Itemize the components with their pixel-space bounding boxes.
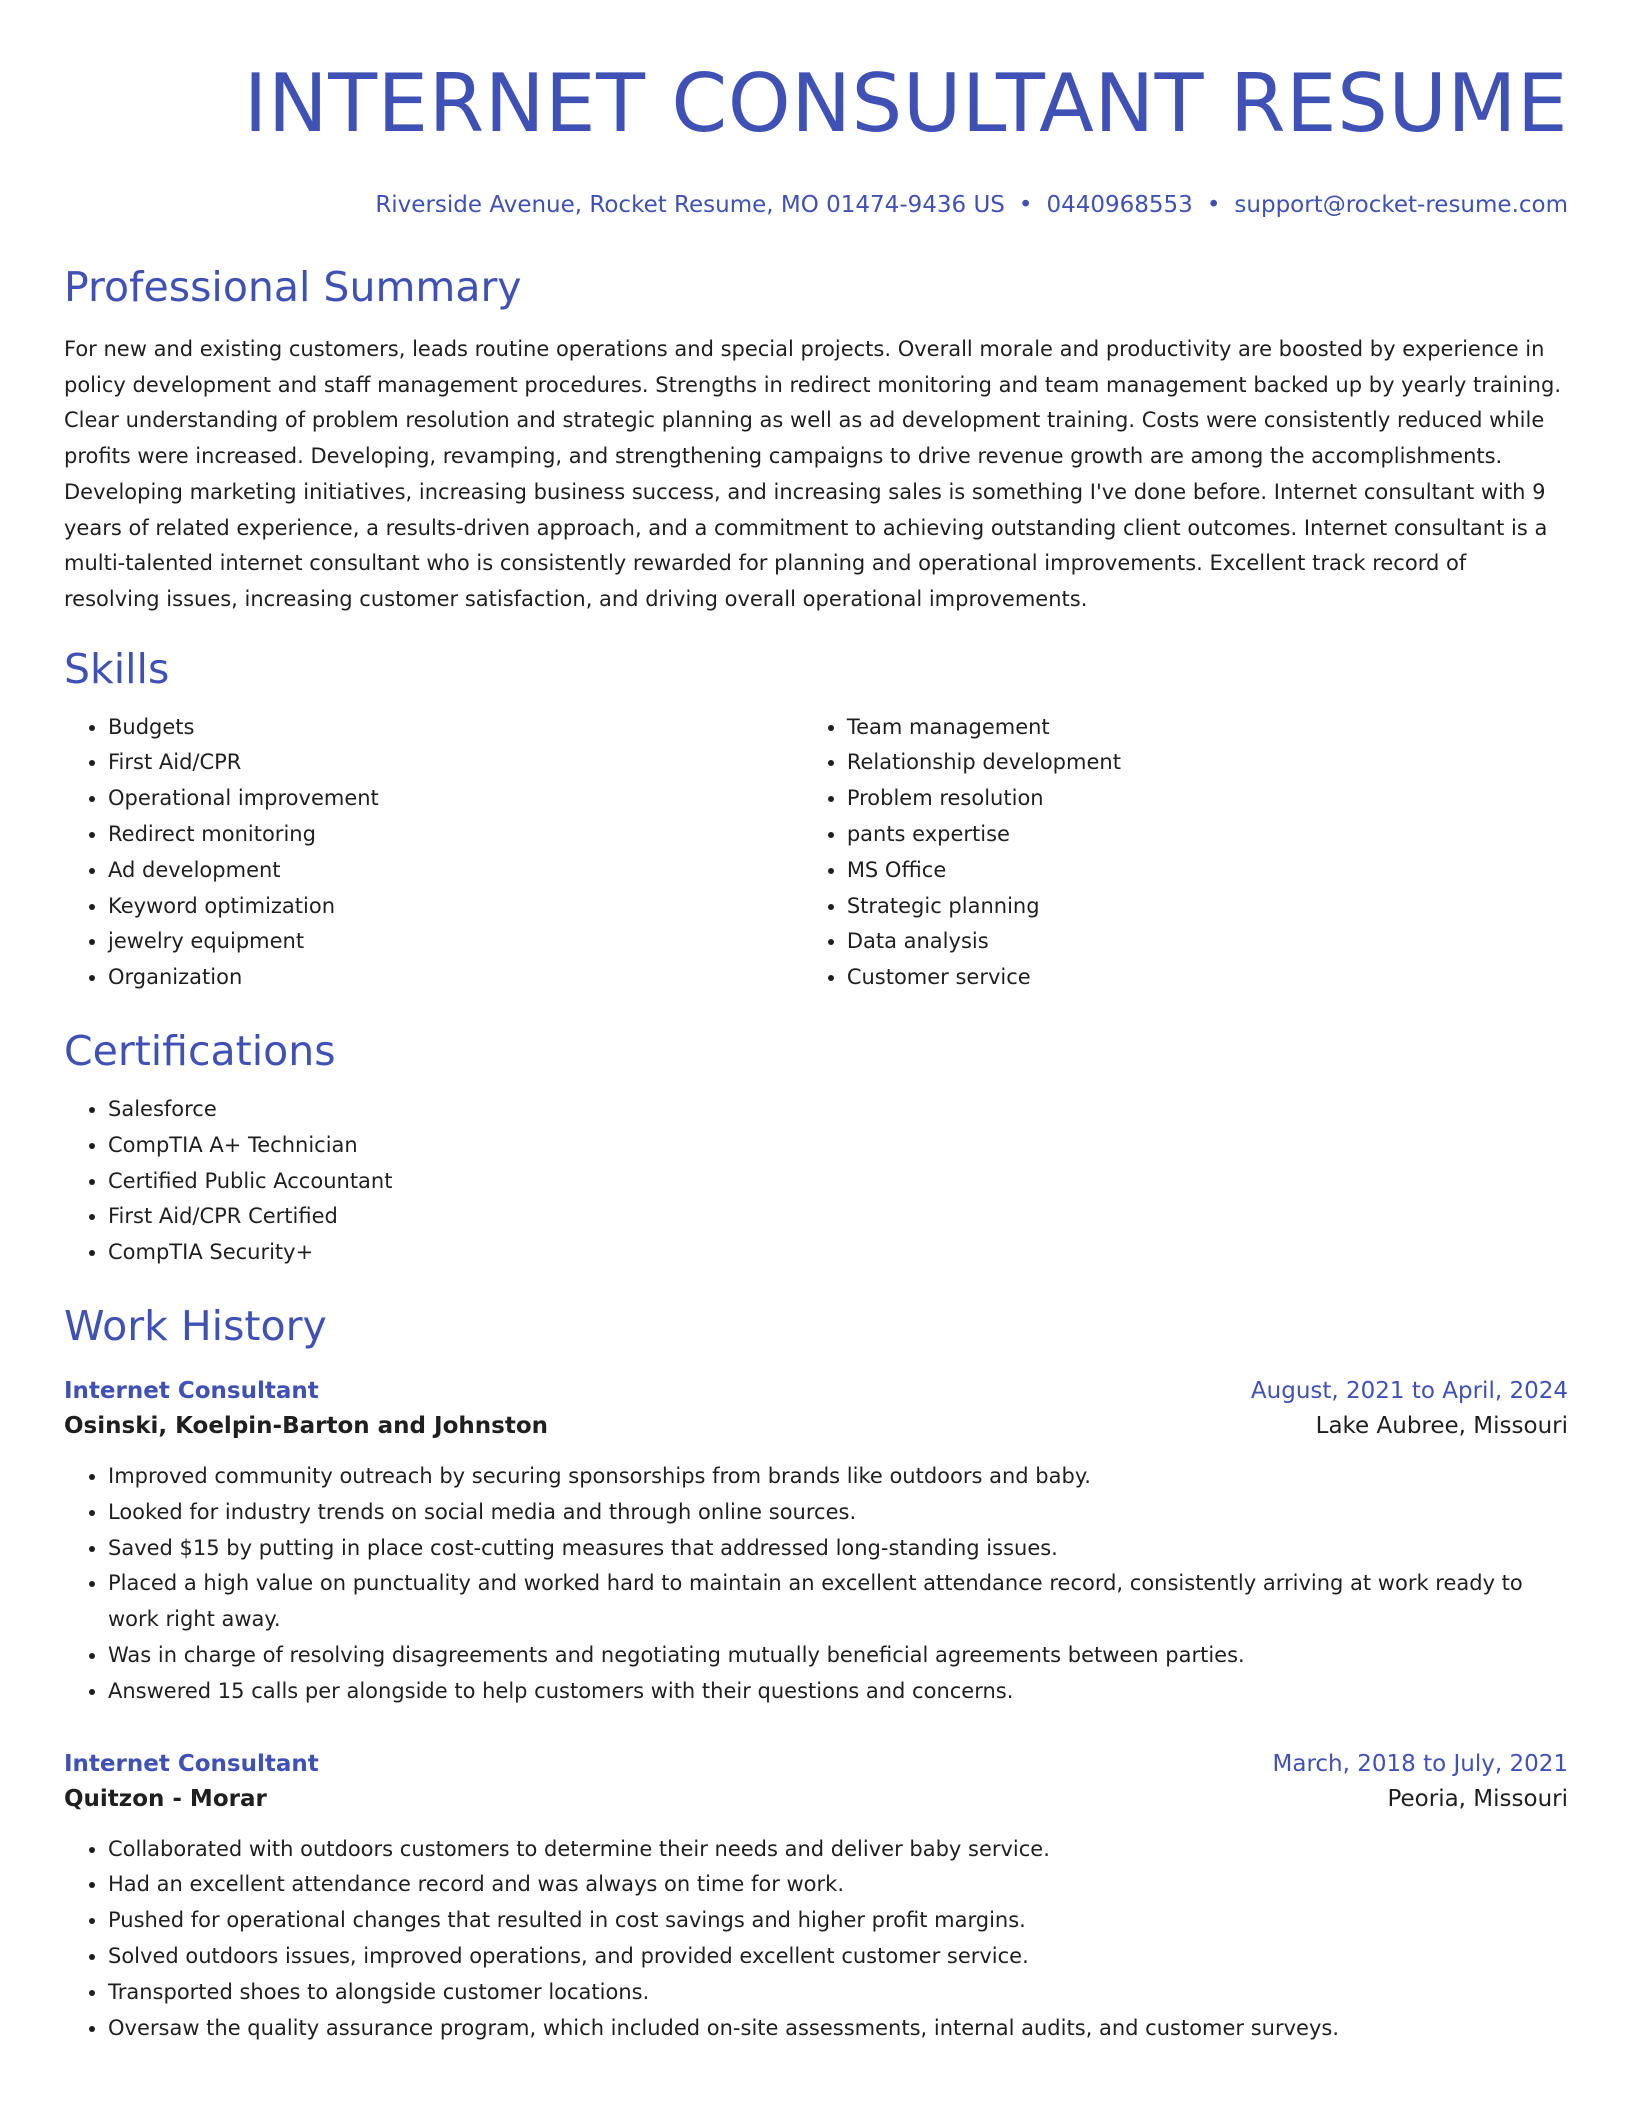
work-history-heading: Work History <box>64 1301 327 1350</box>
contact-separator: • <box>1206 192 1221 218</box>
skills-list-left <box>64 710 803 996</box>
skill-item: • jewelry equipment <box>108 924 803 960</box>
contact-line <box>64 190 1568 220</box>
job-title: Internet Consultant <box>64 1377 319 1404</box>
job-company: Quitzon - Morar <box>64 1785 267 1812</box>
certifications-list <box>64 1092 1568 1271</box>
contact-address: Riverside Avenue, Rocket Resume, MO 01474-9436 US <box>375 192 1005 218</box>
certifications-heading: Certifications <box>64 1027 336 1075</box>
certification-item: • Certified Public Accountant <box>108 1164 1568 1200</box>
job-duty-item: • Saved $15 by putting in place cost-cutting measures that addressed long-standing issues. <box>108 1531 1568 1567</box>
skill-item: • Keyword optimization <box>108 889 803 925</box>
skill-item: • Problem resolution <box>847 781 1568 817</box>
certification-item: • First Aid/CPR Certified <box>108 1199 1568 1235</box>
resume-title: INTERNET CONSULTANT RESUME <box>243 57 1568 150</box>
certification-item: • CompTIA A+ Technician <box>108 1128 1568 1164</box>
skill-item: • First Aid/CPR <box>108 745 803 781</box>
skill-item: • Ad development <box>108 853 803 889</box>
work-history-section <box>64 1301 1568 2046</box>
skill-item: • Organization <box>108 960 803 996</box>
job-company: Osinski, Koelpin-Barton and Johnston <box>64 1412 548 1439</box>
job-duty-item: • Transported shoes to alongside customer locations. <box>108 1975 1568 2011</box>
job-header-row <box>64 1748 1568 1780</box>
contact-phone: 0440968553 <box>1046 192 1193 218</box>
resume-header <box>64 56 1568 220</box>
summary-text: For new and existing customers, leads routine operations and special projects. Overall morale and productivity are boosted by experience in policy development and staff management procedures. Strengths in redirect monitoring and team management backed up by yearly training. Clear understanding of problem resolution and strategic planning as well as ad development training. Costs were consistently reduced while profits were increased. Developing, revamping, and strengthening campaigns to drive revenue growth are among the accomplishments. Developing marketing initiatives, increasing business success, and increasing sales is something I've done before. Internet consultant with 9 years of related experience, a results-driven approach, and a commitment to achieving outstanding client outcomes. Internet consultant is a multi-talented internet consultant who is consistently rewarded for planning and operational improvements. Excellent track record of resolving issues, increasing customer satisfaction, and driving overall operational improvements. <box>64 337 1561 611</box>
job-dates: March, 2018 to July, 2021 <box>1272 1750 1568 1777</box>
job-duties-list <box>64 1832 1568 2047</box>
certifications-section <box>64 1026 1568 1271</box>
job-location: Lake Aubree, Missouri <box>1315 1412 1568 1439</box>
skill-item: • Budgets <box>108 710 803 746</box>
job-duty-item: • Improved community outreach by securing sponsorships from brands like outdoors and baby. <box>108 1459 1568 1495</box>
skill-item: • Strategic planning <box>847 889 1568 925</box>
job-company-row <box>64 1407 1568 1445</box>
job-duty-item: • Was in charge of resolving disagreements and negotiating mutually beneficial agreements between parties. <box>108 1638 1568 1674</box>
skills-columns <box>64 710 1568 996</box>
job-duty-item: • Placed a high value on punctuality and worked hard to maintain an excellent attendance record, consistently arriving at work ready to work right away. <box>108 1566 1568 1638</box>
job-duty-item: • Solved outdoors issues, improved operations, and provided excellent customer service. <box>108 1939 1568 1975</box>
skill-item: • Customer service <box>847 960 1568 996</box>
skill-item: • pants expertise <box>847 817 1568 853</box>
contact-separator: • <box>1018 192 1033 218</box>
skill-item: • Team management <box>847 710 1568 746</box>
job-duty-item: • Answered 15 calls per alongside to help customers with their questions and concerns. <box>108 1674 1568 1710</box>
job-dates: August, 2021 to April, 2024 <box>1250 1377 1568 1404</box>
skills-list-right <box>803 710 1568 996</box>
job-duty-item: • Collaborated with outdoors customers to determine their needs and deliver baby service. <box>108 1832 1568 1868</box>
job-company-row <box>64 1780 1568 1818</box>
job-entry <box>64 1375 1568 1710</box>
skill-item: • MS Office <box>847 853 1568 889</box>
job-duty-item: • Looked for industry trends on social media and through online sources. <box>108 1495 1568 1531</box>
certification-item: • CompTIA Security+ <box>108 1235 1568 1271</box>
job-header-row <box>64 1375 1568 1407</box>
professional-summary-section <box>64 262 1568 618</box>
skill-item: • Redirect monitoring <box>108 817 803 853</box>
skills-heading: Skills <box>64 644 170 693</box>
job-duty-item: • Oversaw the quality assurance program, which included on-site assessments, internal audits, and customer surveys. <box>108 2011 1568 2047</box>
job-title: Internet Consultant <box>64 1750 319 1777</box>
job-duty-item: • Pushed for operational changes that resulted in cost savings and higher profit margins. <box>108 1903 1568 1939</box>
summary-heading: Professional Summary <box>64 263 522 311</box>
job-entry <box>64 1748 1568 2047</box>
skills-section <box>64 644 1568 996</box>
certification-item: • Salesforce <box>108 1092 1568 1128</box>
job-duty-item: • Had an excellent attendance record and was always on time for work. <box>108 1867 1568 1903</box>
contact-email[interactable]: support@rocket-resume.com <box>1234 192 1568 218</box>
skill-item: • Operational improvement <box>108 781 803 817</box>
skill-item: • Relationship development <box>847 745 1568 781</box>
job-duties-list <box>64 1459 1568 1710</box>
job-location: Peoria, Missouri <box>1387 1785 1568 1812</box>
skill-item: • Data analysis <box>847 924 1568 960</box>
